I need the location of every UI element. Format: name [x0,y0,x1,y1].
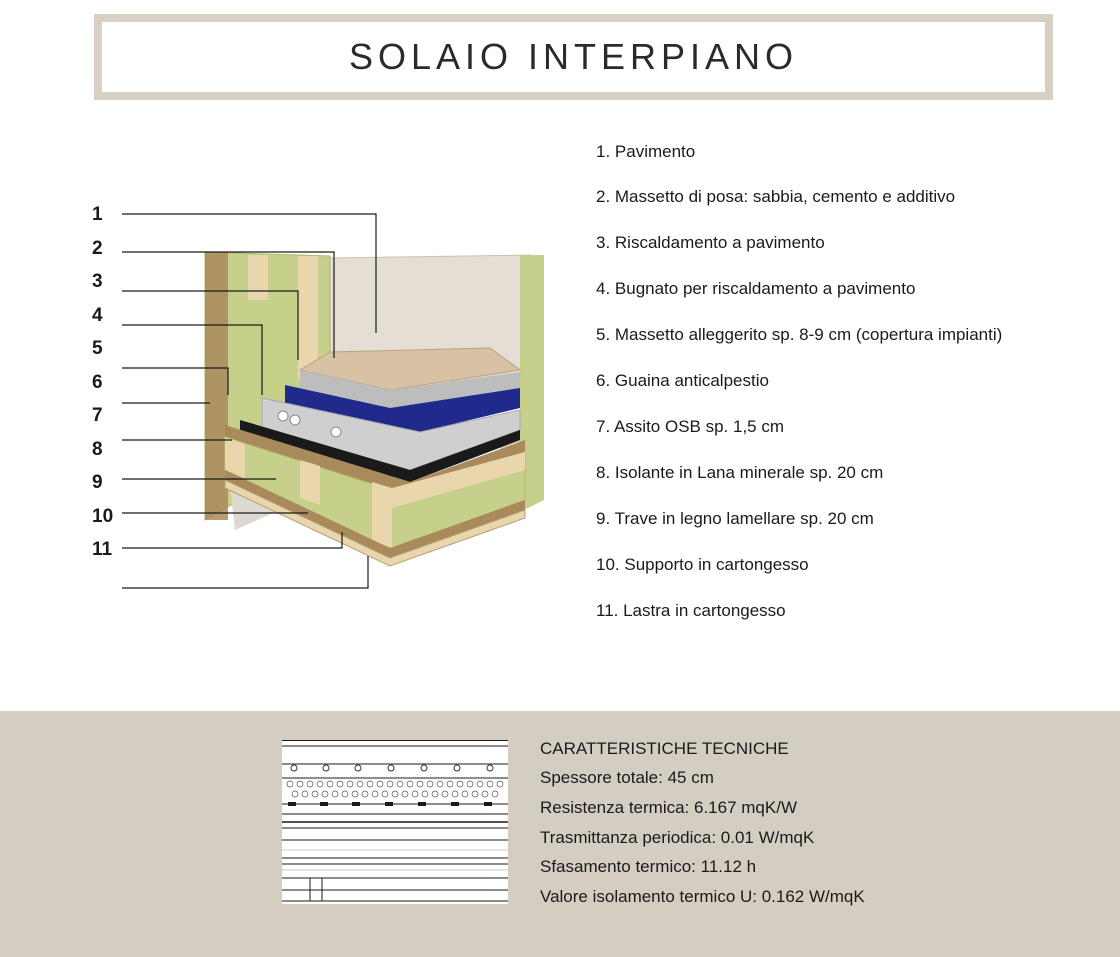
legend-item: 3. Riscaldamento a pavimento [596,233,825,252]
callout-number: 8 [92,439,103,460]
specs-heading: CARATTERISTICHE TECNICHE [540,739,789,758]
legend-item: 7. Assito OSB sp. 1,5 cm [596,417,785,436]
leader-10 [122,532,342,548]
spec-line: Sfasamento termico: 11.12 h [540,857,757,876]
cross-section-drawing [282,740,508,904]
left-wall-timber [248,255,268,300]
callout-number: 9 [92,472,103,493]
callout-number: 10 [92,506,114,527]
callout-number: 1 [92,204,103,225]
legend-item: 11. Lastra in cartongesso [596,601,786,620]
legend-item: 6. Guaina anticalpestio [596,371,769,390]
callout-number: 6 [92,372,103,393]
beam [300,460,320,505]
callout-number: 3 [92,271,103,292]
legend-item: 2. Massetto di posa: sabbia, cemento e additivo [596,187,956,206]
legend-item: 9. Trave in legno lamellare sp. 20 cm [596,509,874,528]
callout-number: 5 [92,338,103,359]
pipe [290,415,300,425]
legend-item: 1. Pavimento [596,142,696,161]
spec-line: Resistenza termica: 6.167 mqK/W [540,798,797,817]
pipe [278,411,288,421]
beam [372,482,392,548]
spec-line: Valore isolamento termico U: 0.162 W/mqK [540,887,865,906]
callout-number: 11 [92,539,113,560]
callout-number: 2 [92,238,103,259]
callout-number: 4 [92,305,103,326]
spec-line: Trasmittanza periodica: 0.01 W/mqK [540,828,815,847]
legend-item: 8. Isolante in Lana minerale sp. 20 cm [596,463,884,482]
callout-number: 7 [92,405,103,426]
leader-11 [122,556,368,588]
legend-item: 5. Massetto alleggerito sp. 8-9 cm (copertura impianti) [596,325,1003,344]
spec-line: Spessore totale: 45 cm [540,768,714,787]
legend-item: 4. Bugnato per riscaldamento a pavimento [596,279,916,298]
pipe [331,427,341,437]
page-title: SOLAIO INTERPIANO [348,36,799,77]
legend-item: 10. Supporto in cartongesso [596,555,809,574]
